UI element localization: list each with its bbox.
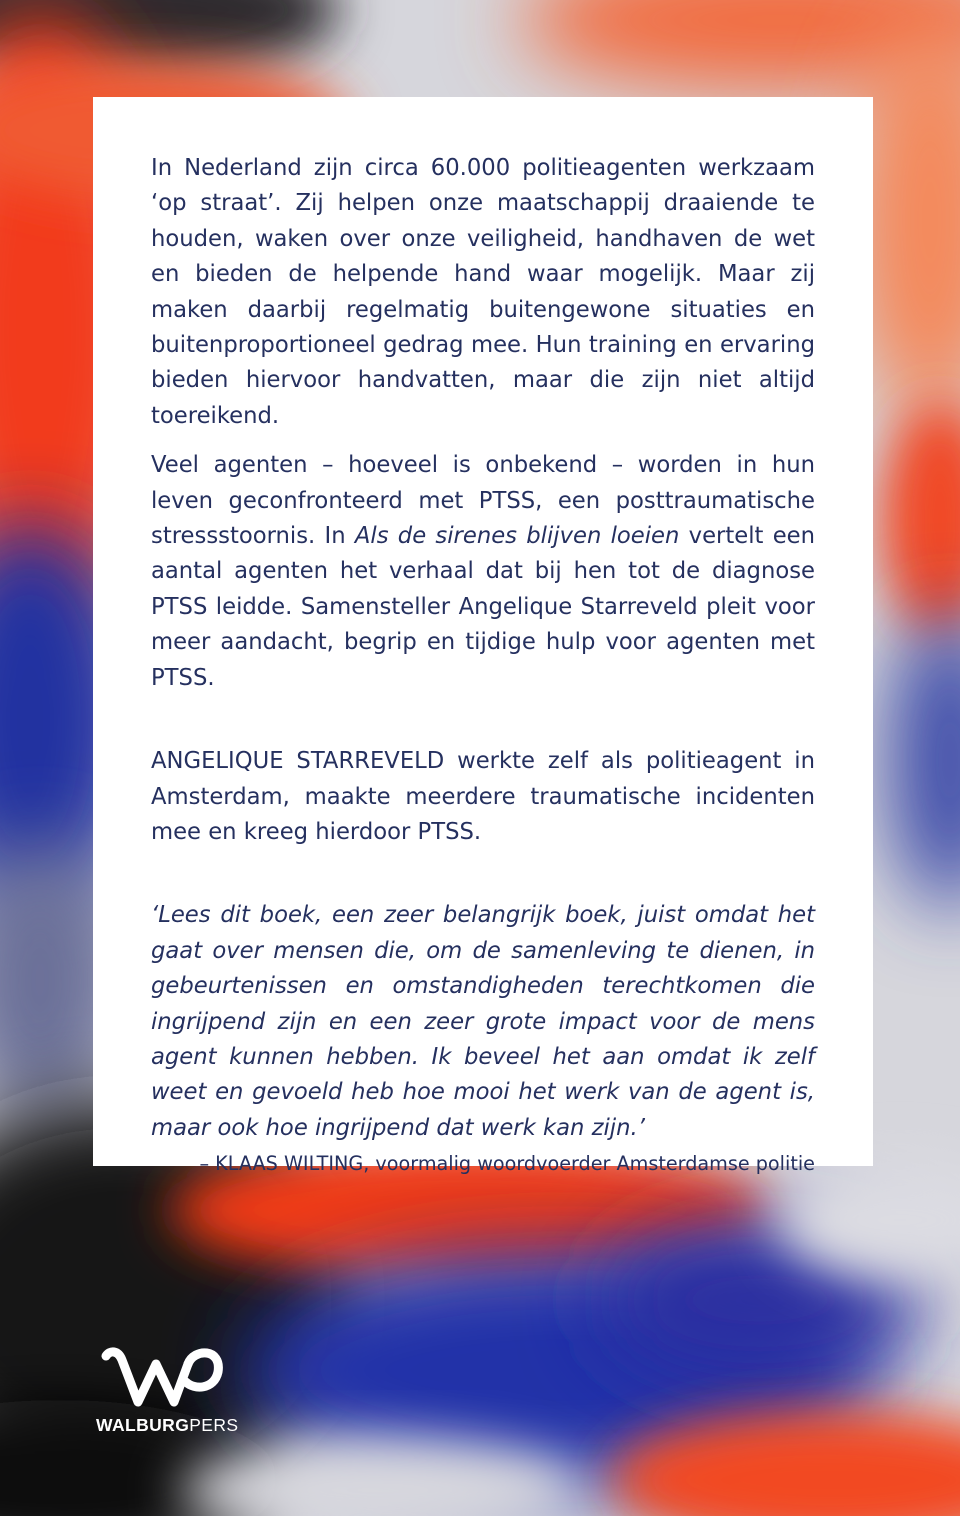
book-title: Als de sirenes blijven loeien bbox=[354, 523, 680, 550]
back-cover-text-panel bbox=[93, 97, 873, 1176]
author-bio: ANGELIQUE STARREVELD werkte zelf als politieagent in Amsterdam, maakte meerdere traumatische incidenten mee en kreeg hierdoor PTSS. bbox=[151, 748, 815, 845]
walburgpers-wp-monogram-icon bbox=[98, 1342, 224, 1412]
blurb-paragraph-1: In Nederland zijn circa 60.000 politieagenten werkzaam ‘op straat’. Zij helpen onze maatschappij draaiende te houden, waken over onze veiligheid, handhaven de wet en bieden de helpende hand waar mogelijk. Maar zij maken daarbij regelmatig buitengewone situaties en buitenproportioneel gedrag mee. Hun training en ervaring bieden hiervoor handvatten, maar die zijn niet altijd toereikend. bbox=[151, 155, 815, 429]
endorsement-attribution: – KLAAS WILTING, voormalig woordvoerder Amsterdamse politie bbox=[199, 1152, 815, 1176]
blurb-paragraph-2 bbox=[151, 448, 815, 696]
endorsement-quote: ‘Lees dit boek, een zeer belangrijk boek, juist omdat het gaat over mensen die, om de samenleving te dienen, in gebeurtenissen en omstandigheden terechtkomen die ingrijpend zijn en een zeer grote impact voor de mens agent kunnen hebben. Ik beveel het aan omdat ik zelf weet en gevoeld heb hoe mooi het werk van de agent is, maar ook hoe ingrijpend dat werk kan zijn.’ bbox=[151, 902, 815, 1141]
blurb-paragraph-2-end: vertelt een aantal agenten het verhaal dat bij hen tot de diagnose PTSS leidde. Samensteller Angelique Starreveld pleit voor meer aandacht, begrip en tijdige hulp voor agenten met PTSS. bbox=[151, 523, 815, 691]
publisher-name-bold: WALBURG bbox=[96, 1415, 190, 1435]
publisher-name bbox=[96, 1415, 238, 1436]
publisher-name-regular: PERS bbox=[189, 1415, 239, 1435]
blurb-paragraph-2-start: Veel agenten – hoeveel is onbekend – worden in hun leven geconfronteerd met PTSS, een posttraumatische stressstoornis. In bbox=[151, 452, 815, 550]
publisher-logo bbox=[96, 1342, 239, 1442]
